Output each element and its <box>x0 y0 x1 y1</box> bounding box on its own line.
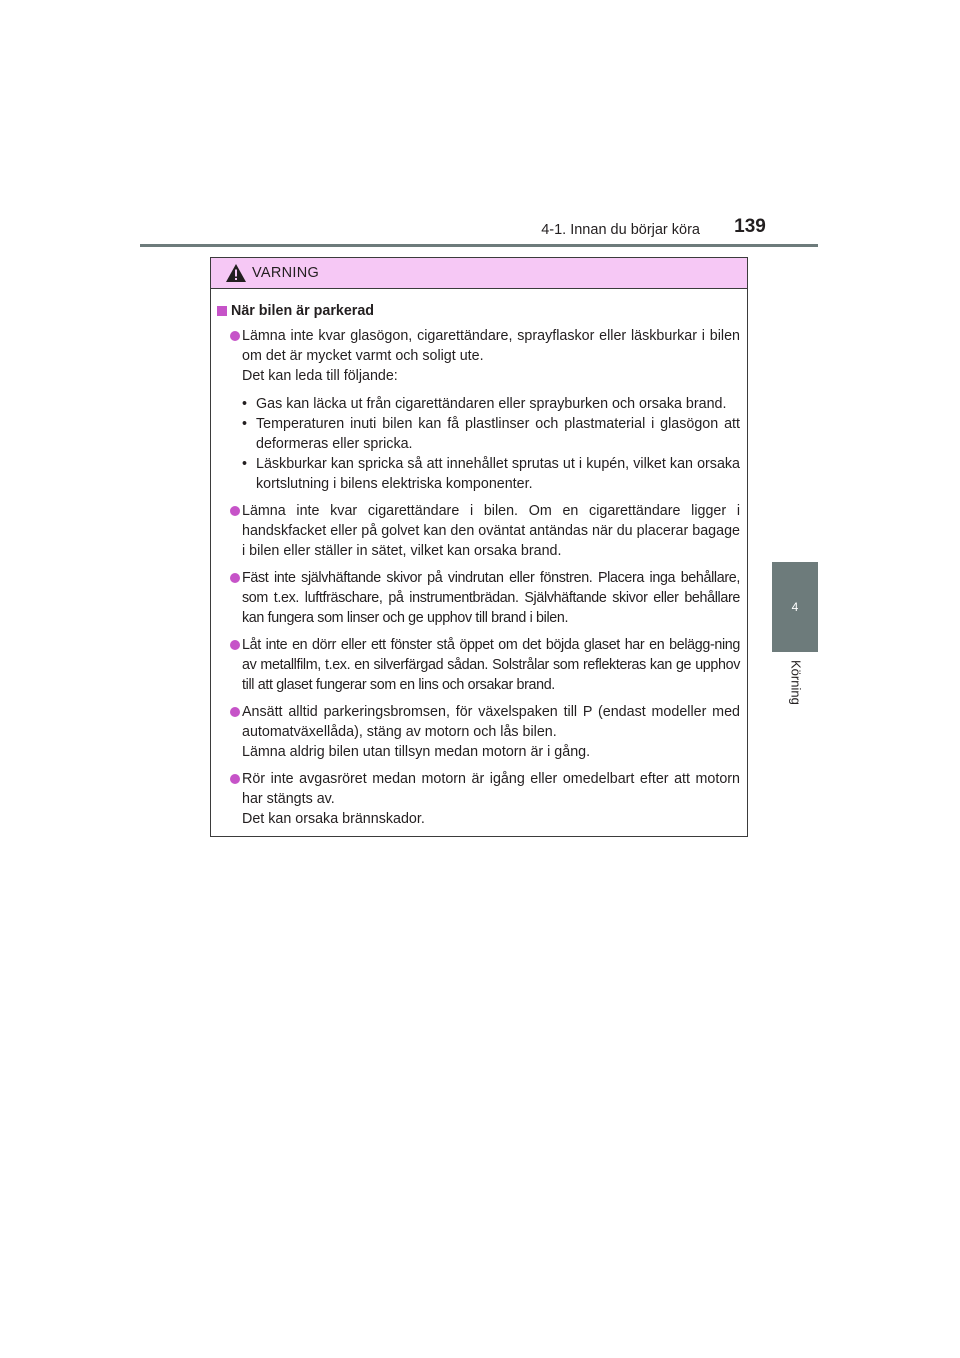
warning-item <box>217 326 740 494</box>
section-title: 4-1. Innan du börjar köra <box>541 222 700 238</box>
warning-item-text: Ansätt alltid parkeringsbromsen, för växelspaken till P (endast modeller med automatväxellåda), stäng av motorn och lås bilen. <box>242 704 740 740</box>
bullet-dot-icon <box>230 506 240 516</box>
warning-item-text2: Det kan orsaka brännskador. <box>242 811 425 827</box>
sub-item-text: Läskburkar kan spricka så att innehållet sprutas ut i kupén, vilket kan orsaka kortslutning i bilens elektriska komponenter. <box>256 456 740 492</box>
section-heading-text: När bilen är parkerad <box>231 303 375 319</box>
warning-item-text: Rör inte avgasröret medan motorn är igång eller omedelbart efter att motorn har stängts av. <box>242 771 740 807</box>
header-rule <box>140 244 818 247</box>
warning-item <box>217 568 740 628</box>
sub-list-item <box>242 454 740 494</box>
bullet-dot-icon <box>230 707 240 717</box>
sub-bullet: • <box>242 456 248 472</box>
sub-list-item <box>242 414 740 454</box>
sub-list <box>242 394 740 494</box>
warning-triangle-icon <box>225 263 247 283</box>
warning-title: VARNING <box>252 265 320 281</box>
warning-item-text: Lämna inte kvar cigarettändare i bilen. Om en cigarettändare ligger i handskfacket eller på golvet kan den oväntat antändas när du placerar bagage i bilen eller ställer in sätet, vilket kan orsaka brand. <box>242 503 740 559</box>
warning-item-text2: Lämna aldrig bilen utan tillsyn medan motorn är i gång. <box>242 744 591 760</box>
bullet-dot-icon <box>230 640 240 650</box>
bullet-dot-icon <box>230 774 240 784</box>
chapter-label: Körning <box>788 659 804 705</box>
warning-item <box>217 769 740 829</box>
bullet-dot-icon <box>230 573 240 583</box>
chapter-number: 4 <box>791 600 799 614</box>
warning-item-text: Låt inte en dörr eller ett fönster stå öppet om det böjda glaset har en belägg-ning av metallfilm, t.ex. en silverfärgad sådan. Solstrålar som reflekteras kan ge upphov till att glaset fungerar som en lins och orsakar brand. <box>242 637 740 693</box>
page-number: 139 <box>734 216 766 237</box>
section-heading <box>217 301 740 321</box>
warning-item-text: Fäst inte självhäftande skivor på vindrutan eller fönstren. Placera inga behållare, som t.ex. luftfräschare, på instrumentbrädan. Självhäftande skivor eller behållare kan fungera som linser och ge upphov till brand i bilen. <box>242 570 740 626</box>
sub-bullet: • <box>242 396 248 412</box>
warning-item-text: Lämna inte kvar glasögon, cigarettändare, sprayflaskor eller läskburkar i bilen om det är mycket varmt och soligt ute. <box>242 328 740 364</box>
warning-body <box>211 289 747 829</box>
square-bullet-icon <box>217 306 227 316</box>
warning-header <box>211 258 747 289</box>
sub-item-text: Temperaturen inuti bilen kan få plastlinser och plastmaterial i glasögon att deformeras eller spricka. <box>256 416 740 452</box>
warning-item-text2: Det kan leda till följande: <box>242 368 398 384</box>
sub-bullet: • <box>242 416 248 432</box>
warning-item <box>217 702 740 762</box>
bullet-dot-icon <box>230 331 240 341</box>
warning-item <box>217 501 740 561</box>
sub-list-item <box>242 394 740 414</box>
sub-item-text: Gas kan läcka ut från cigarettändaren eller sprayburken och orsaka brand. <box>256 396 727 412</box>
warning-item <box>217 635 740 695</box>
warning-box <box>210 257 748 837</box>
